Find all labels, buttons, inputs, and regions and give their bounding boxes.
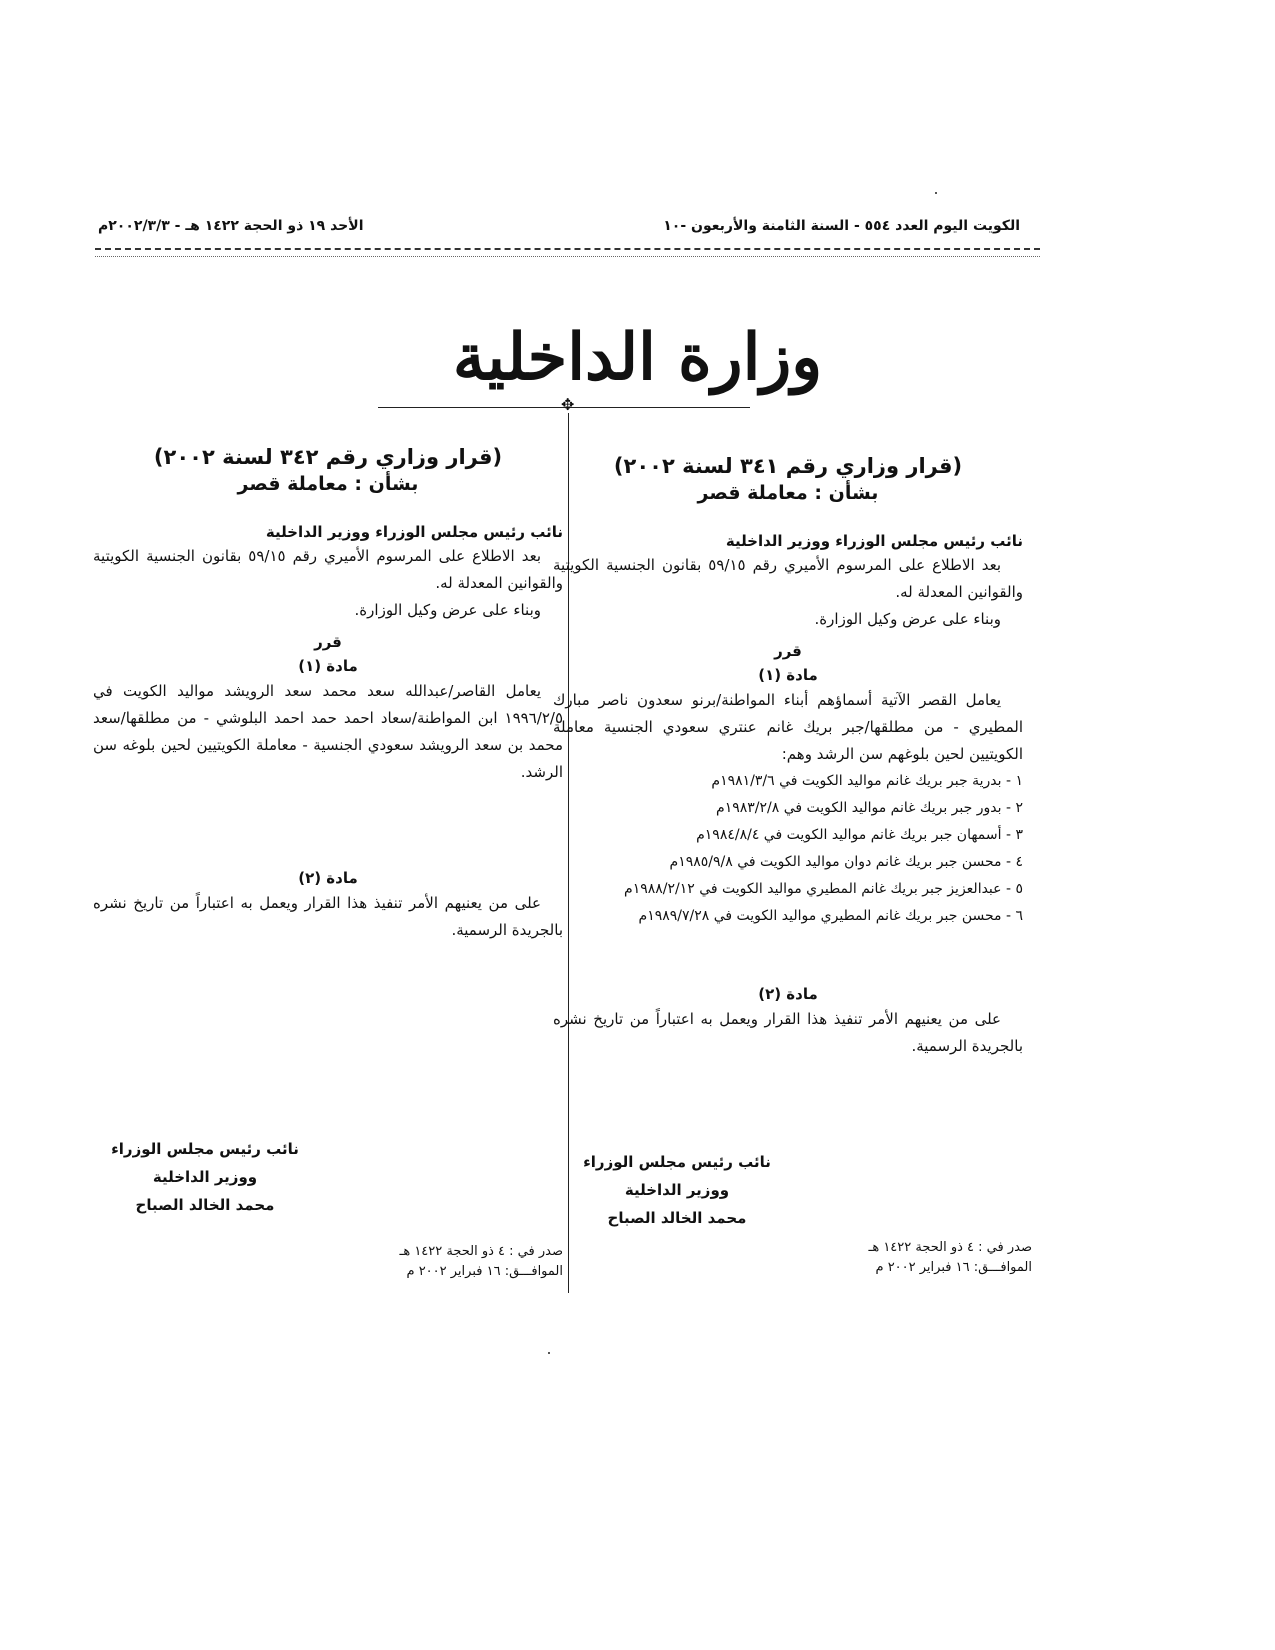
article-text: على من يعنيهم الأمر تنفيذ هذا القرار ويعمل به اعتباراً من تاريخ نشره بالجريدة الرسمية. (93, 894, 563, 939)
preamble-paragraph: بعد الاطلاع على المرسوم الأميري رقم ٥٩/١٥ بقانون الجنسية الكويتية والقوانين المعدلة له. (93, 547, 563, 592)
list-item: ٢ - بدور جبر بريك غانم مواليد الكويت في ١٩٨٣/٢/٨م (716, 800, 1023, 816)
issuance-date (323, 1242, 563, 1282)
list-item: ١ - بدرية جبر بريك غانم مواليد الكويت في ١٩٨١/٣/٦م (711, 773, 1023, 789)
decision-title: (قرار وزاري رقم ٣٤١ لسنة ٢٠٠٢) (613, 454, 963, 478)
signature-block (95, 1135, 315, 1219)
article-heading: مادة (٢) (298, 869, 358, 887)
article-heading: مادة (٢) (758, 985, 818, 1003)
decision-subject: بشأن : معاملة قصر (237, 473, 419, 495)
issuer-heading: نائب رئيس مجلس الوزراء ووزير الداخلية (725, 532, 1023, 550)
signature-block (567, 1148, 787, 1232)
header-divider-dotted (95, 256, 1040, 257)
decision-341-column (553, 452, 1023, 1060)
list-item: ٥ - عبدالعزيز جبر بريك غانم المطيري مواليد الكويت في ١٩٨٨/٢/١٢م (624, 881, 1023, 897)
decision-title: (قرار وزاري رقم ٣٤٢ لسنة ٢٠٠٢) (153, 445, 503, 469)
issuer-heading: نائب رئيس مجلس الوزراء ووزير الداخلية (265, 523, 563, 541)
decided-heading: قرر (314, 633, 342, 651)
ornament-icon: ✥ (561, 395, 575, 414)
header-issue-info: الكويت اليوم العدد ٥٥٤ - السنة الثامنة والأربعون -١٠ (663, 218, 1020, 234)
issued-hijri: صدر في : ٤ ذو الحجة ١٤٢٢ هـ (868, 1240, 1032, 1255)
minors-list (553, 768, 1023, 930)
preamble-paragraph: وبناء على عرض وكيل الوزارة. (814, 610, 1001, 628)
article-text: يعامل القصر الآتية أسماؤهم أبناء المواطنة/برنو سعدون ناصر مبارك المطيري - من مطلقها/جبر بريك غانم عنتري سعودي الجنسية معاملة الكويتيين لحين بلوغهم سن الرشد وهم: (553, 691, 1023, 763)
signatory-name: محمد الخالد الصباح (135, 1196, 275, 1214)
scan-speck (548, 1352, 550, 1354)
article-text: على من يعنيهم الأمر تنفيذ هذا القرار ويعمل به اعتباراً من تاريخ نشره بالجريدة الرسمية. (553, 1010, 1023, 1055)
signature-title: ووزير الداخلية (624, 1181, 730, 1199)
decision-subject: بشأن : معاملة قصر (697, 482, 879, 504)
signature-title: نائب رئيس مجلس الوزراء (583, 1153, 771, 1171)
ministry-masthead: وزارة الداخلية (452, 320, 823, 395)
decided-heading: قرر (774, 642, 802, 660)
list-item: ٣ - أسمهان جبر بريك غانم مواليد الكويت في ١٩٨٤/٨/٤م (696, 827, 1023, 843)
issued-hijri: صدر في : ٤ ذو الحجة ١٤٢٢ هـ (399, 1244, 563, 1259)
signatory-name: محمد الخالد الصباح (607, 1209, 747, 1227)
article-heading: مادة (١) (298, 657, 358, 675)
scan-speck (935, 192, 937, 194)
preamble-paragraph: وبناء على عرض وكيل الوزارة. (354, 601, 541, 619)
list-item: ٤ - محسن جبر بريك غانم دوان مواليد الكويت في ١٩٨٥/٩/٨م (669, 854, 1023, 870)
issued-gregorian: الموافـــق: ١٦ فبراير ٢٠٠٢ م (875, 1260, 1032, 1275)
signature-title: نائب رئيس مجلس الوزراء (111, 1140, 299, 1158)
issuance-date (792, 1238, 1032, 1278)
signature-title: ووزير الداخلية (152, 1168, 258, 1186)
list-item: ٦ - محسن جبر بريك غانم المطيري مواليد الكويت في ١٩٨٩/٧/٢٨م (638, 908, 1023, 924)
header-divider (95, 248, 1040, 250)
header-date: الأحد ١٩ ذو الحجة ١٤٢٢ هـ - ٢٠٠٢/٣/٣م (98, 218, 364, 234)
decision-342-column (93, 443, 563, 944)
issued-gregorian: الموافـــق: ١٦ فبراير ٢٠٠٢ م (406, 1264, 563, 1279)
preamble-paragraph: بعد الاطلاع على المرسوم الأميري رقم ٥٩/١٥ بقانون الجنسية الكويتية والقوانين المعدلة له. (553, 556, 1023, 601)
article-heading: مادة (١) (758, 666, 818, 684)
article-text: يعامل القاصر/عبدالله سعد محمد سعد الرويشد مواليد الكويت في ١٩٩٦/٢/٥ ابن المواطنة/سعاد احمد حمد احمد البلوشي - من مطلقها/سعد محمد بن سعد الرويشد سعودي الجنسية - معاملة الكويتيين لحين بلوغه سن الرشد. (93, 682, 563, 781)
